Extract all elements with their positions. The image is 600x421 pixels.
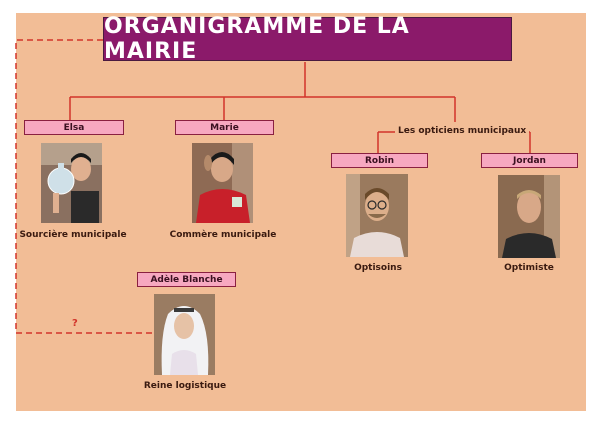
member-photo [192, 143, 253, 223]
person-with-mug-icon [192, 143, 253, 223]
member-role: Optimiste [504, 263, 554, 273]
member-role: Optisoins [354, 263, 402, 273]
member-name-tag: Marie [175, 120, 274, 135]
member-name-tag: Robin [331, 153, 428, 168]
member-role: Commère municipale [169, 230, 277, 240]
page-title: ORGANIGRAMME DE LA MAIRIE [103, 17, 512, 61]
member-name-tag: Jordan [481, 153, 578, 168]
person-white-hair-icon [154, 294, 215, 375]
member-role: Reine logistique [143, 381, 227, 391]
unknown-link-mark: ? [72, 318, 78, 329]
member-role: Sourcière municipale [19, 230, 127, 240]
member-photo [498, 175, 560, 258]
member-photo [154, 294, 215, 375]
person-with-flask-icon [41, 143, 102, 223]
person-with-glasses-icon [346, 174, 408, 257]
person-icon [498, 175, 560, 258]
member-photo [346, 174, 408, 257]
member-name-tag: Elsa [24, 120, 124, 135]
member-name-tag: Adèle Blanche [137, 272, 236, 287]
group-label: Les opticiens municipaux [395, 126, 529, 136]
member-photo [41, 143, 102, 223]
